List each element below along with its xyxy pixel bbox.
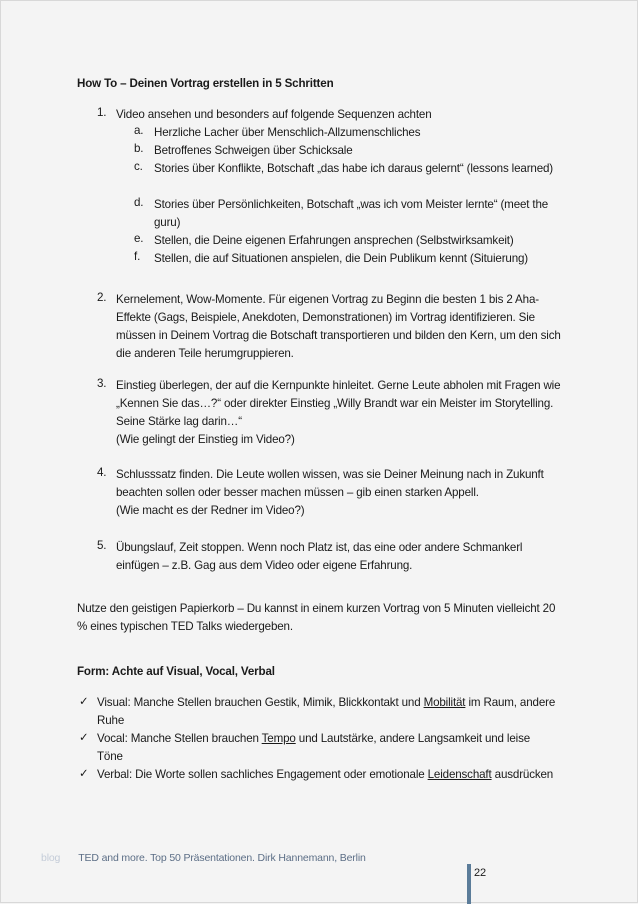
step-number: 2.	[97, 291, 107, 304]
page-number: 22	[474, 867, 486, 879]
substep-f	[134, 250, 554, 268]
step-2	[97, 291, 638, 363]
check-item-visual	[79, 694, 557, 730]
step-5	[97, 539, 638, 575]
check-icon: ✓	[79, 767, 89, 780]
substep-letter: f.	[134, 250, 141, 263]
substep-text: Stories über Persönlichkeiten, Botschaft „was ich vom Meister lernte“ (meet the guru)	[154, 198, 549, 229]
step-text: Video ansehen und besonders auf folgende Sequenzen achten	[116, 108, 432, 121]
check-item-verbal	[79, 766, 557, 784]
substep-e	[134, 232, 554, 250]
step-text: Kernelement, Wow-Momente. Für eigenen Vortrag zu Beginn die besten 1 bis 2 Aha-Effekte (Gags, Beispiele, Anekdoten, Demonstrationen) im Vortrag identifizieren. Sie müssen in Deinem Vortrag die Botschaft transportieren und bilden den Kern, um den sich die anderen Teile herumgruppieren.	[116, 293, 561, 360]
page-number-bar	[467, 864, 471, 904]
step-text: Übungslauf, Zeit stoppen. Wenn noch Platz ist, das eine oder andere Schmankerl einfügen – z.B. Gag aus dem Video oder eigene Erfahrung.	[116, 541, 523, 572]
step-number: 5.	[97, 539, 107, 552]
substep-text: Betroffenes Schweigen über Schicksale	[154, 144, 353, 157]
step-note: (Wie gelingt der Einstieg im Video?)	[116, 433, 295, 446]
text: im Raum, andere Ruhe	[97, 696, 556, 727]
substep-b	[134, 142, 554, 160]
substep-text: Herzliche Lacher über Menschlich-Allzumenschliches	[154, 126, 421, 139]
substep-letter: b.	[134, 142, 144, 155]
step-note: (Wie macht es der Redner im Video?)	[116, 504, 305, 517]
heading-how-to: How To – Deinen Vortrag erstellen in 5 Schritten	[77, 77, 334, 90]
step-number: 4.	[97, 466, 107, 479]
step-number: 1.	[97, 106, 107, 119]
step-3	[97, 377, 638, 449]
step-4	[97, 466, 638, 520]
heading-form: Form: Achte auf Visual, Vocal, Verbal	[77, 665, 275, 678]
text: und Lautstärke, andere Langsamkeit und leise Töne	[97, 732, 531, 763]
substep-text: Stellen, die Deine eigenen Erfahrungen ansprechen (Selbstwirksamkeit)	[154, 234, 514, 247]
step-text: Schlusssatz finden. Die Leute wollen wissen, was sie Deiner Meinung nach in Zukunft beachten sollen oder besser machen müssen – gib einen starken Appell.	[116, 468, 544, 499]
substep-letter: d.	[134, 196, 144, 209]
substep-a	[134, 124, 554, 142]
underlined-term: Tempo	[261, 732, 296, 745]
text: ausdrücken	[491, 768, 554, 781]
underlined-term: Leidenschaft	[427, 768, 492, 781]
substep-text: Stories über Konflikte, Botschaft „das habe ich daraus gelernt“ (lessons learned)	[154, 162, 554, 175]
underlined-term: Mobilität	[423, 696, 466, 709]
text: Visual: Manche Stellen brauchen Gestik, Mimik, Blickkontakt und	[97, 696, 424, 709]
step-text: Einstieg überlegen, der auf die Kernpunkte hinleitet. Gerne Leute abholen mit Fragen wie „Kennen Sie das…?“ oder direkter Einstieg „Willy Brandt war ein Meister im Storytelling. Seine Stärke lag darin…“	[116, 379, 561, 428]
footer-text: TED and more. Top 50 Präsentationen. Dirk Hannemann, Berlin	[78, 852, 366, 864]
step-1	[97, 106, 638, 124]
footer-blog-label: blog	[41, 852, 61, 864]
substep-letter: a.	[134, 124, 144, 137]
paragraph-papierkorb: Nutze den geistigen Papierkorb – Du kannst in einem kurzen Vortrag von 5 Minuten vielleicht 20 % eines typischen TED Talks wiedergeben.	[77, 602, 556, 633]
check-icon: ✓	[79, 731, 89, 744]
substep-letter: c.	[134, 160, 143, 173]
text: Verbal: Die Worte sollen sachliches Engagement oder emotionale	[97, 768, 428, 781]
substep-d	[134, 196, 554, 232]
substep-c	[134, 160, 554, 178]
substep-letter: e.	[134, 232, 144, 245]
step-number: 3.	[97, 377, 107, 390]
text: Vocal: Manche Stellen brauchen	[97, 732, 262, 745]
check-item-vocal	[79, 730, 557, 766]
check-icon: ✓	[79, 695, 89, 708]
footer	[41, 852, 366, 864]
substep-text: Stellen, die auf Situationen anspielen, die Dein Publikum kennt (Situierung)	[154, 252, 529, 265]
